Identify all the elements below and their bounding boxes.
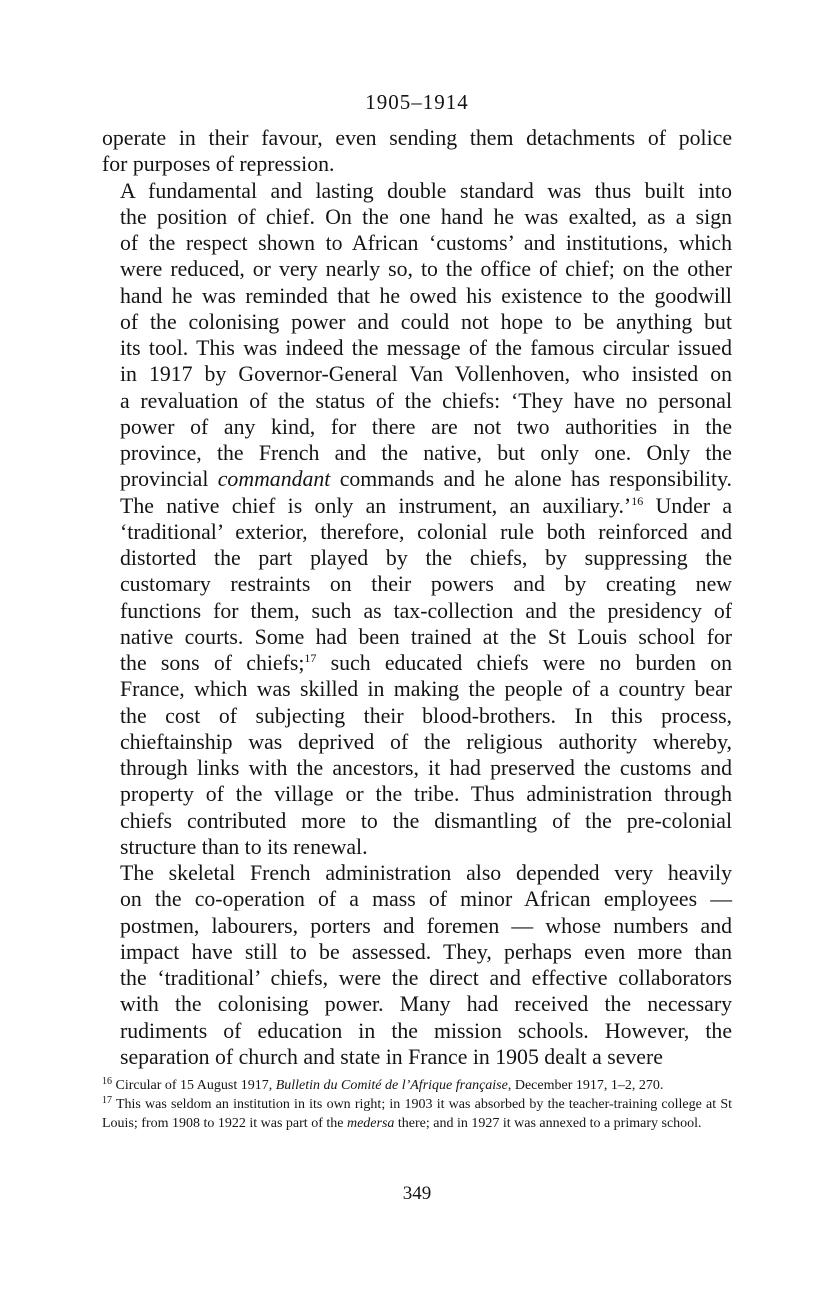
text-line: hand he was reminded that he owed his existence to the goodwill xyxy=(120,283,732,308)
footnotes xyxy=(102,1076,732,1133)
text-line: its tool. This was indeed the message of the famous circular issued xyxy=(120,336,732,360)
text-line: chieftainship was deprived of the religious authority whereby, xyxy=(120,729,732,754)
italic-term: commandant xyxy=(217,467,331,492)
text-line: the ‘traditional’ chiefs, were the direct and effective collaborators xyxy=(120,966,732,990)
text-line: rudiments of education in the mission schools. However, the xyxy=(120,1018,732,1043)
page-number: 349 xyxy=(402,1183,432,1204)
text-line: in 1917 by Governor-General Van Vollenhoven, who insisted on xyxy=(120,362,732,387)
text-line: on the co-operation of a mass of minor African employees — xyxy=(120,887,732,912)
text-line: the sons of chiefs;$^{17}$ such educated chiefs were no burden on xyxy=(120,651,733,675)
text-line: France, which was skilled in making the people of a country bear xyxy=(120,677,732,702)
italic-term: Bulletin du Comité de l’Afrique française xyxy=(275,1078,508,1093)
text-line: impact have still to be assessed. They, perhaps even more than xyxy=(120,939,732,964)
paragraph xyxy=(102,860,732,1070)
text-line: through links with the ancestors, it had preserved the customs and xyxy=(120,756,732,780)
text-line: functions for them, such as tax-collection and the presidency of xyxy=(120,598,732,623)
text-line: the position of chief. On the one hand he was exalted, as a sign xyxy=(120,204,732,229)
text-line: province, the French and the native, but only one. Only the xyxy=(120,441,732,465)
body-text xyxy=(102,125,732,1070)
text-line: with the colonising power. Many had received the necessary xyxy=(120,992,732,1017)
running-head: 1905–1914 xyxy=(365,90,469,114)
text-line: power of any kind, for there are not two authorities in the xyxy=(120,414,732,439)
footnote: $^{17}$ This was seldom an institution in its own right; in 1903 it was absorbed by the teacher-training college at St Louis; from 1908 to 1922 it was part of the medersa there; and in 1927 it was annexed to a primary school. xyxy=(102,1095,733,1131)
text-line: separation of church and state in France in 1905 dealt a severe xyxy=(120,1044,663,1069)
text-line: chiefs contributed more to the dismantling of the pre-colonial xyxy=(120,808,732,833)
paragraph xyxy=(102,178,732,861)
text-line: of the colonising power and could not hope to be anything but xyxy=(120,309,732,334)
text-line: for purposes of repression. xyxy=(102,152,335,177)
text-line: ‘traditional’ exterior, therefore, colonial rule both reinforced and xyxy=(120,519,732,544)
text-line: of the respect shown to African ‘customs’ and institutions, which xyxy=(120,231,732,255)
text-line: property of the village or the tribe. Thus administration through xyxy=(120,782,732,807)
text-line: the cost of subjecting their blood-brothers. In this process, xyxy=(120,703,732,728)
text-line: structure than to its renewal. xyxy=(120,834,368,859)
text-line: native courts. Some had been trained at the St Louis school for xyxy=(120,624,732,649)
footnote-number: 16 xyxy=(102,1076,112,1087)
text-line: operate in their favour, even sending them detachments of police xyxy=(102,126,732,150)
text-line: were reduced, or very nearly so, to the office of chief; on the other xyxy=(120,257,732,282)
text-line: A fundamental and lasting double standard was thus built into xyxy=(120,178,732,203)
text-line: distorted the part played by the chiefs, by suppressing the xyxy=(120,546,732,570)
footnote-ref: 17 xyxy=(304,651,317,665)
paragraph xyxy=(102,125,732,178)
text-line: The native chief is only an instrument, an auxiliary.’$^{16}$ Under a xyxy=(120,493,733,518)
text-line: The skeletal French administration also depended very heavily xyxy=(120,861,732,885)
text-line: customary restraints on their powers and by creating new xyxy=(120,572,732,597)
footnote-ref: 16 xyxy=(631,493,644,508)
footnote-number: 17 xyxy=(102,1095,112,1106)
text-line: postmen, labourers, porters and foremen — whose numbers and xyxy=(120,913,732,938)
text-line: provincial commandant commands and he alone has responsibility. xyxy=(120,467,732,492)
footnote: $^{16}$ Circular of 15 August 1917, Bulletin du Comité de l’Afrique française, December 1917, 1–2, 270. xyxy=(102,1076,664,1093)
text-line: a revaluation of the status of the chiefs: ‘They have no personal xyxy=(120,388,732,413)
italic-term: medersa xyxy=(346,1116,395,1131)
